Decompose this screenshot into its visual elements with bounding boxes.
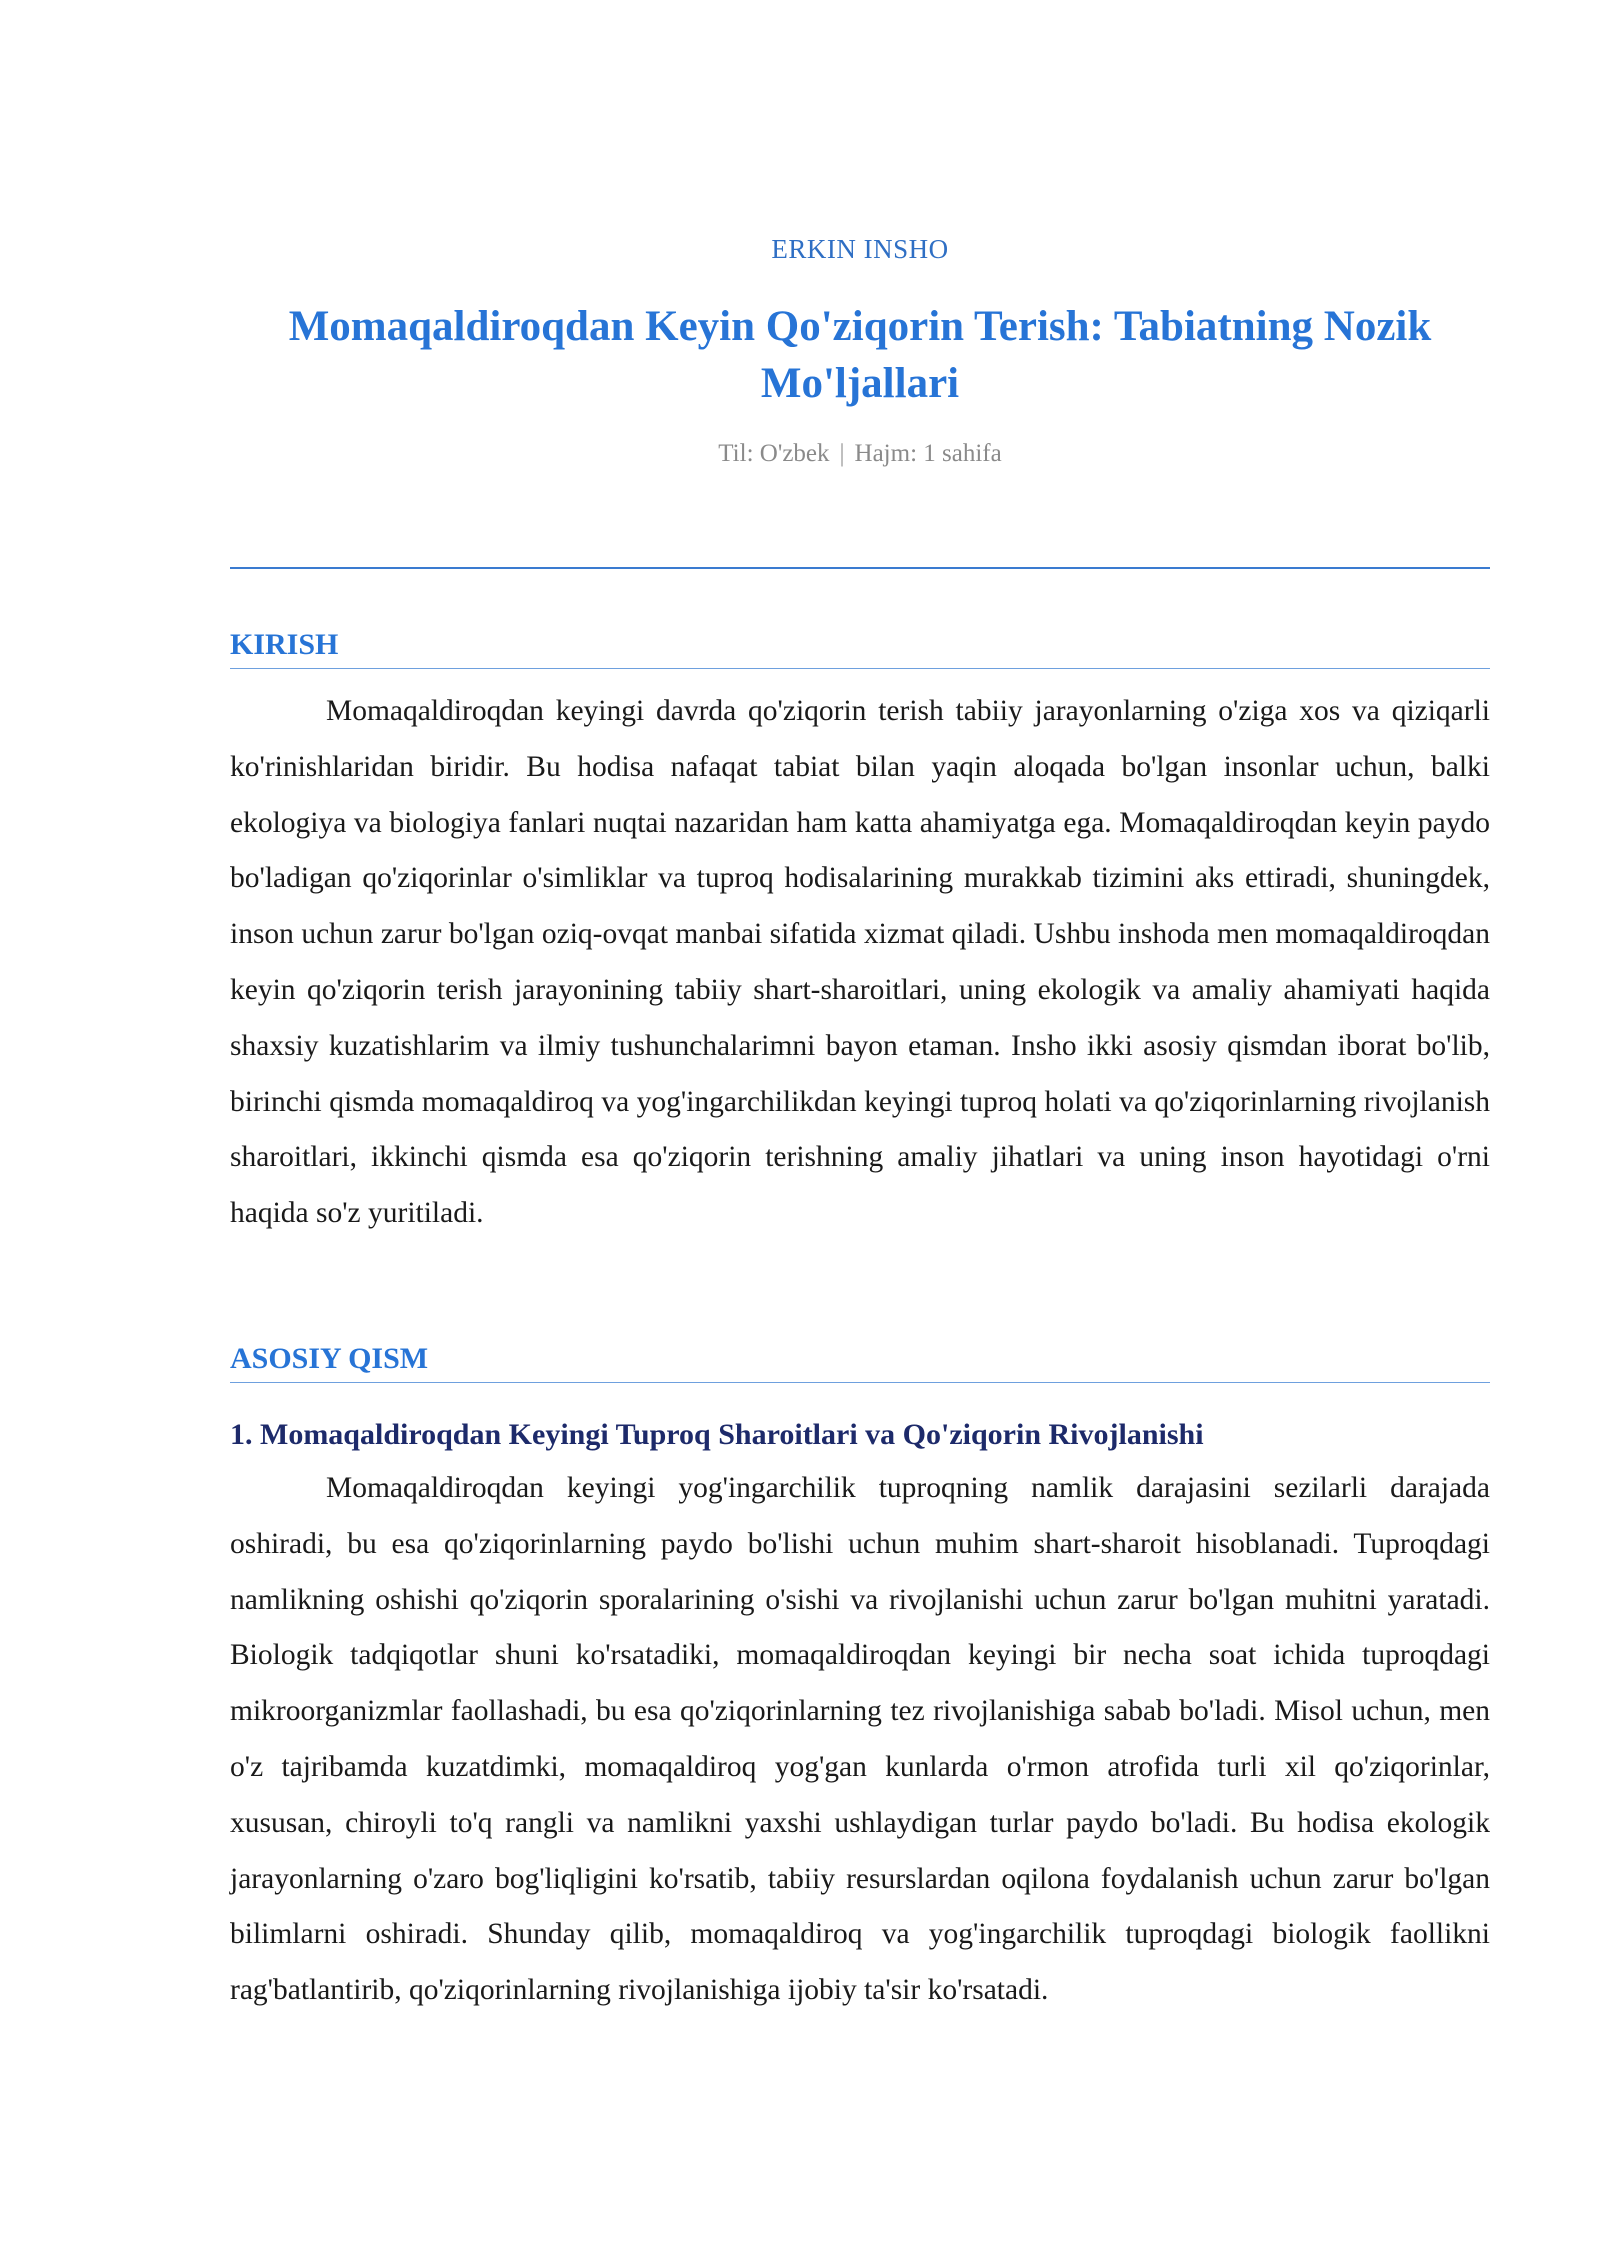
intro-paragraph: Momaqaldiroqdan keyingi davrda qo'ziqorin terish tabiiy jarayonlarning o'ziga xos va qiziqarli ko'rinishlaridan biridir. Bu hodisa nafaqat tabiat bilan yaqin aloqada bo'lgan insonlar uchun, balki ekologiya va biologiya fanlari nuqtai nazaridan ham katta ahamiyatga ega. Momaqaldiroqdan keyin paydo bo'ladigan qo'ziqorinlar o'simliklar va tuproq hodisalarining murakkab tizimini aks ettiradi, shuningdek, inson uchun zarur bo'lgan oziq-ovqat manbai sifatida xizmat qiladi. Ushbu inshoda men momaqaldiroqdan keyin qo'ziqorin terish jarayonining tabiiy shart-sharoitlari, uning ekologik va amaliy ahamiyati haqida shaxsiy kuzatishlarim va ilmiy tushunchalarimni bayon etaman. Insho ikki asosiy qismdan iborat bo'lib, birinchi qismda momaqaldiroq va yog'ingarchilikdan keyingi tuproq holati va qo'ziqorinlarning rivojlanish sharoitlari, ikkinchi qismda esa qo'ziqorin terishning amaliy jihatlari va uning inson hayotidagi o'rni haqida so'z yuritiladi.	[230, 695, 1490, 1230]
header-divider	[230, 567, 1490, 569]
section-heading-intro: KIRISH	[230, 628, 1490, 669]
meta-language: Til: O'zbek	[718, 440, 830, 467]
main-paragraph-1: Momaqaldiroqdan keyingi yog'ingarchilik tuproqning namlik darajasini sezilarli darajada oshiradi, bu esa qo'ziqorinlarning paydo bo'lishi uchun muhim shart-sharoit hisoblanadi. Tuproqdagi namlikning oshishi qo'ziqorin sporalarining o'sishi va rivojlanishi uchun zarur bo'lgan muhitni yaratadi. Biologik tadqiqotlar shuni ko'rsatadiki, momaqaldiroqdan keyingi bir necha soat ichida tuproqdagi mikroorganizmlar faollashadi, bu esa qo'ziqorinlarning tez rivojlanishiga sabab bo'ladi. Misol uchun, men o'z tajribamda kuzatdimki, momaqaldiroq yog'gan kunlarda o'rmon atrofida turli xil qo'ziqorinlar, xususan, chiroyli to'q rangli va namlikni yaxshi ushlaydigan turlar paydo bo'ladi. Bu hodisa ekologik jarayonlarning o'zaro bog'liqligini ko'rsatib, tabiiy resurslardan oqilona foydalanish uchun zarur bo'lgan bilimlarni oshiradi. Shunday qilib, momaqaldiroq va yog'ingarchilik tuproqdagi biologik faollikni rag'batlantirib, qo'ziqorinlarning rivojlanishiga ijobiy ta'sir ko'rsatadi.	[230, 1472, 1490, 2007]
subsection-heading-1: 1. Momaqaldiroqdan Keyingi Tuproq Sharoitlari va Qo'ziqorin Rivojlanishi	[230, 1418, 1204, 1451]
document-meta	[230, 440, 1490, 468]
document-title: Momaqaldiroqdan Keyin Qo'ziqorin Terish: Tabiatning Nozik Mo'ljallari	[288, 303, 1432, 407]
section-heading-main: ASOSIY QISM	[230, 1342, 1490, 1383]
essay-type-label: ERKIN INSHO	[771, 234, 949, 264]
meta-separator: |	[839, 440, 845, 467]
meta-volume: Hajm: 1 sahifa	[854, 440, 1002, 467]
